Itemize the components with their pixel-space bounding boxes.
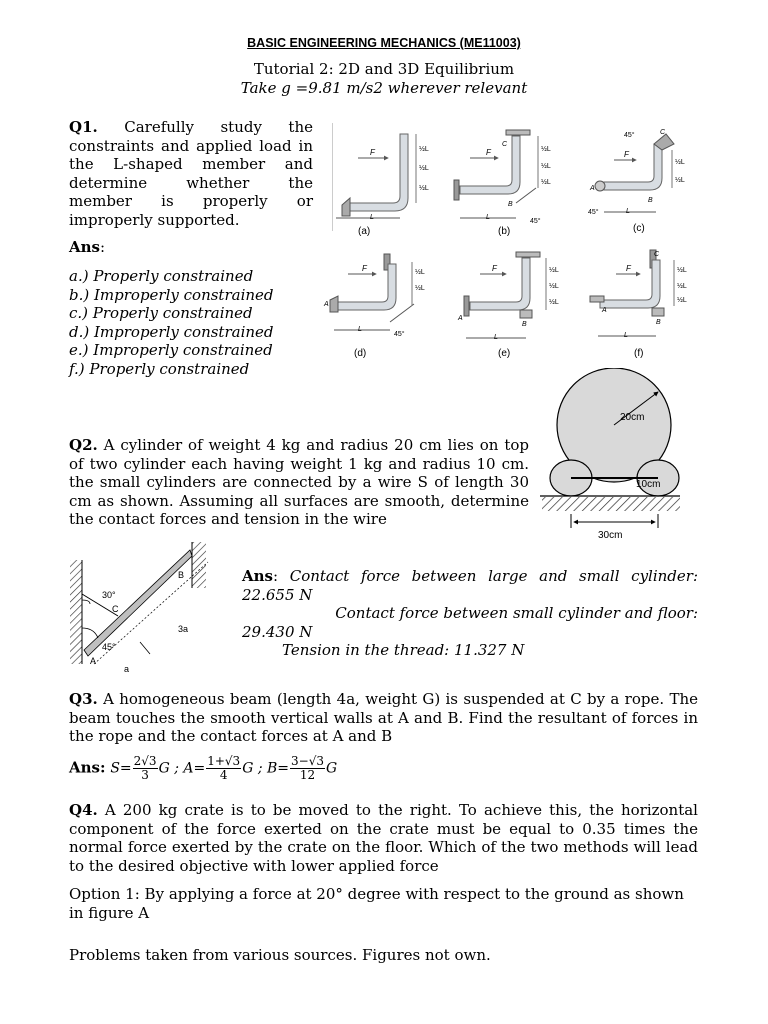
q1-line-5: member is properly or: [69, 192, 313, 211]
fig-f-half-3: ½L: [677, 297, 687, 304]
fig-e-caption: (e): [498, 348, 511, 359]
q3-fig-angle30: 30°: [102, 590, 116, 600]
q3-fig-3a: 3a: [178, 624, 189, 634]
small-radius-label: 10cm: [636, 479, 661, 490]
course-title: BASIC ENGINEERING MECHANICS (ME11003): [247, 36, 521, 50]
fig-f-A: A: [602, 307, 607, 314]
q3-fig-a: a: [124, 664, 130, 674]
q1-answer-f: f.) Properly constrained: [69, 359, 250, 378]
fig-c-angle-top: 45°: [624, 132, 635, 139]
q1-ans-label: Ans: [69, 238, 100, 256]
q4-question: [69, 801, 698, 875]
fig-b-angle: 45°: [530, 218, 541, 225]
figure-e: [457, 252, 559, 359]
fig-a-half-2: ½L: [419, 165, 429, 172]
gravity-note: Take g =9.81 m/s2 wherever relevant: [240, 79, 528, 97]
q2-ans-line3: Contact force between small cylinder and floor:: [335, 604, 698, 623]
fig-d-angle: 45°: [394, 331, 405, 338]
large-radius-label: 20cm: [620, 412, 645, 423]
footer-note: Problems taken from various sources. Figures not own.: [69, 946, 491, 964]
q3-a-den: 4: [219, 768, 228, 782]
q1-answer-list: [69, 267, 319, 379]
fig-b-half-2: ½L: [541, 163, 551, 170]
q3-answer: [69, 755, 337, 782]
q1-figures: [318, 118, 698, 368]
fig-b-force: F: [486, 148, 491, 157]
fig-a-half-3: ½L: [419, 185, 429, 192]
q1-ans-heading: Ans:: [69, 238, 106, 256]
fig-c-force: F: [624, 150, 629, 159]
fig-f-half-1: ½L: [677, 267, 687, 274]
fig-f-force: F: [626, 264, 631, 273]
left-wall: [70, 560, 82, 664]
fig-e-half-3: ½L: [549, 299, 559, 306]
wire-length-label: 30cm: [598, 530, 623, 541]
fig-c-angle-bottom: 45°: [588, 209, 599, 216]
fig-c-A: A: [590, 185, 595, 192]
q3-s-frac: [133, 755, 158, 782]
q3-question: [69, 690, 698, 746]
floor-hatch: [542, 497, 680, 511]
q1-answer-e: e.) Improperly constrained: [69, 341, 273, 360]
q3-fig-B: B: [178, 570, 185, 580]
q3-a-frac: [206, 755, 241, 782]
fig-c-caption: (c): [633, 223, 645, 234]
figure-a: [332, 123, 429, 237]
q3-s-label: S=: [110, 760, 132, 777]
fig-b-half-1: ½L: [541, 146, 551, 153]
fig-f-length: L: [624, 332, 628, 339]
q1-line-1: Carefully study the: [124, 118, 313, 136]
q3-b-num: 3−√3: [291, 754, 325, 768]
fig-f-C: C: [654, 251, 660, 258]
fig-d-A: A: [324, 301, 329, 308]
fig-c-B: B: [648, 197, 653, 204]
fig-d-caption: (d): [354, 348, 367, 359]
q3-b-den: 12: [299, 768, 316, 782]
q2-text: A cylinder of weight 4 kg and radius 20 cm lies on top of two cylinder each having weight 1 kg and radius 10 cm. the small cylinders are connected by a wire S of length 30 cm as shown. Assuming all surfaces are smooth, determine the contact forces and tension in the wire: [69, 436, 529, 529]
q1-answer-c: c.) Properly constrained: [69, 304, 253, 323]
fig-c-length: L: [626, 208, 630, 215]
q3-ans-label: Ans:: [69, 758, 106, 777]
fig-b-caption: (b): [498, 226, 511, 237]
q4-text: A 200 kg crate is to be moved to the right. To achieve this, the horizontal component of the force exerted on the crate must be equal to 0.35 times the normal force exerted by the crate on the floor. Which of the two methods will lead to the desired objective with lower applied force: [69, 801, 698, 875]
q3-b-label: G ; B=: [242, 760, 290, 777]
beam: [84, 550, 192, 656]
q3-fig-angle45: 45°: [102, 642, 116, 652]
q4-option1: Option 1: By applying a force at 20° degree with respect to the ground as shown in figure A: [69, 885, 684, 922]
q2-ans-line5: Tension in the thread: 11.327 N: [282, 641, 525, 660]
q1-line-4: determine whether the: [69, 173, 313, 192]
fig-b-C: C: [502, 141, 508, 148]
fig-f-half-2: ½L: [677, 283, 687, 290]
q1-line-6: improperly supported.: [69, 210, 240, 229]
q3-fig-C: C: [112, 604, 119, 614]
tutorial-title: Tutorial 2: 2D and 3D Equilibrium: [253, 60, 515, 78]
q2-ans-line2: 22.655 N: [242, 585, 313, 604]
q2-answer: Ans: Contact force between large and small cylinder: 22.655 N Contact force between small cylinder and floor: 29.430 N Tension in the thread: 11.327 N: [242, 567, 699, 660]
q3-figure: [68, 540, 212, 680]
figure-f: [590, 250, 687, 359]
q3-a-num: 1+√3: [207, 754, 241, 768]
q1-answer-a: a.) Properly constrained: [69, 267, 254, 285]
fig-e-force: F: [492, 264, 497, 273]
q1-answer-d: d.) Improperly constrained: [69, 322, 274, 341]
q3-s-num: 2√3: [133, 754, 157, 768]
q3-label: Q3.: [69, 690, 98, 708]
fig-b-length: L: [486, 214, 490, 221]
q2-ans-line4: 29.430 N: [242, 622, 313, 641]
q3-s-den: 3: [141, 768, 149, 782]
fig-a-caption: (a): [358, 226, 371, 237]
q3-fig-A: A: [90, 656, 97, 666]
fig-e-A: A: [458, 315, 463, 322]
fig-c-half-2: ½L: [675, 177, 685, 184]
q4-label: Q4.: [69, 801, 98, 819]
fig-e-half-2: ½L: [549, 283, 559, 290]
fig-d-half-2: ½L: [415, 285, 425, 292]
figure-c: [588, 129, 685, 234]
q2-label: Q2.: [69, 436, 98, 454]
fig-a-length: L: [370, 214, 374, 221]
q2-ans-label: Ans: [242, 567, 273, 585]
q3-b-frac: [290, 755, 325, 782]
fig-e-half-1: ½L: [549, 267, 559, 274]
fig-f-B: B: [656, 319, 661, 326]
q1-label: Q1.: [69, 118, 98, 136]
q1-line-2: constraints and applied load in: [69, 136, 313, 155]
q1-line-3: the L-shaped member and: [69, 155, 313, 174]
q3-a-label: G ; A=: [158, 760, 206, 777]
fig-c-half-1: ½L: [675, 159, 685, 166]
fig-b-half-3: ½L: [541, 179, 551, 186]
q3-text: A homogeneous beam (length 4a, weight G) is suspended at C by a rope. The beam touches the smooth vertical walls at A and B. Find the resultant of forces in the rope and the contact forces at A and B: [69, 690, 698, 746]
q2-figure: [538, 368, 686, 546]
fig-d-half-1: ½L: [415, 269, 425, 276]
q1-question: [69, 118, 313, 230]
fig-a-half-1: ½L: [419, 146, 429, 153]
fig-e-length: L: [494, 334, 498, 341]
fig-b-B: B: [508, 201, 513, 208]
fig-d-force: F: [362, 264, 367, 273]
right-wall: [192, 542, 206, 588]
figure-b: [454, 130, 551, 237]
fig-e-B: B: [522, 321, 527, 328]
q2-ans-line1: Contact force between large and small cylinder:: [289, 567, 699, 585]
figure-d: [323, 254, 425, 359]
q3-g-end: G: [326, 760, 338, 777]
q1-answer-b: b.) Improperly constrained: [69, 285, 274, 304]
fig-a-force: F: [370, 148, 375, 157]
q2-question: [69, 436, 529, 529]
fig-c-C: C: [660, 129, 666, 136]
fig-f-caption: (f): [634, 348, 644, 359]
fig-d-length: L: [358, 326, 362, 333]
